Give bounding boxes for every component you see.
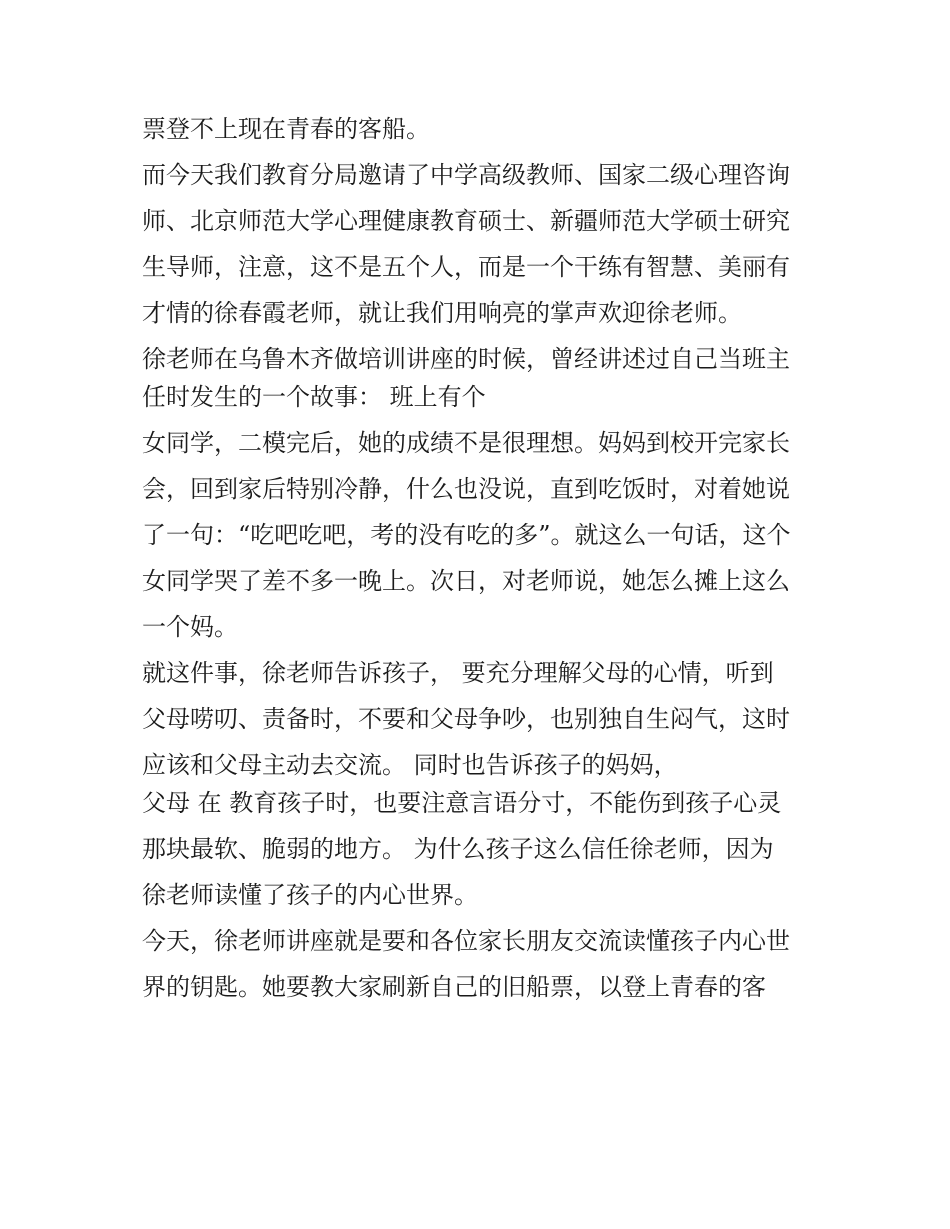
text-line: 票登不上现在青春的客船。 — [142, 115, 430, 143]
text-line: 会，回到家后特别冷静，什么也没说，直到吃饭时，对着她说 — [142, 475, 790, 503]
text-line: 任时发生的一个故事： 班上有个 — [142, 383, 486, 411]
text-line: 生导师，注意，这不是五个人，而是一个干练有智慧、美丽有 — [142, 253, 790, 281]
text-line: 应该和父母主动去交流。 同时也告诉孩子的妈妈， — [142, 751, 678, 779]
text-line: 而今天我们教育分局邀请了中学高级教师、国家二级心理咨询 — [142, 161, 790, 189]
text-line: 女同学，二模完后，她的成绩不是很理想。妈妈到校开完家长 — [142, 429, 790, 457]
text-line: 一个妈。 — [142, 613, 238, 641]
text-line: 今天，徐老师讲座就是要和各位家长朋友交流读懂孩子内心世 — [142, 927, 790, 955]
text-line: 徐老师读懂了孩子的内心世界。 — [142, 881, 478, 909]
text-line: 了一句：“吃吧吃吧，考的没有吃的多”。就这么一句话，这个 — [142, 521, 791, 549]
text-line: 才情的徐春霞老师，就让我们用响亮的掌声欢迎徐老师。 — [142, 299, 742, 327]
text-line: 父母 在 教育孩子时，也要注意言语分寸，不能伤到孩子心灵 — [142, 789, 782, 817]
body-text — [142, 110, 822, 1006]
text-line: 就这件事，徐老师告诉孩子， 要充分理解父母的心情，听到 — [142, 659, 774, 687]
text-line: 界的钥匙。她要教大家刷新自己的旧船票，以登上青春的客 — [142, 973, 766, 1001]
text-line: 那块最软、脆弱的地方。 为什么孩子这么信任徐老师，因为 — [142, 835, 774, 863]
text-line: 徐老师在乌鲁木齐做培训讲座的时候，曾经讲述过自己当班主 — [142, 345, 790, 373]
text-line: 父母唠叨、责备时，不要和父母争吵，也别独自生闷气，这时 — [142, 705, 790, 733]
text-line: 师、北京师范大学心理健康教育硕士、新疆师范大学硕士研究 — [142, 207, 790, 235]
text-line: 女同学哭了差不多一晚上。次日，对老师说，她怎么摊上这么 — [142, 567, 790, 595]
